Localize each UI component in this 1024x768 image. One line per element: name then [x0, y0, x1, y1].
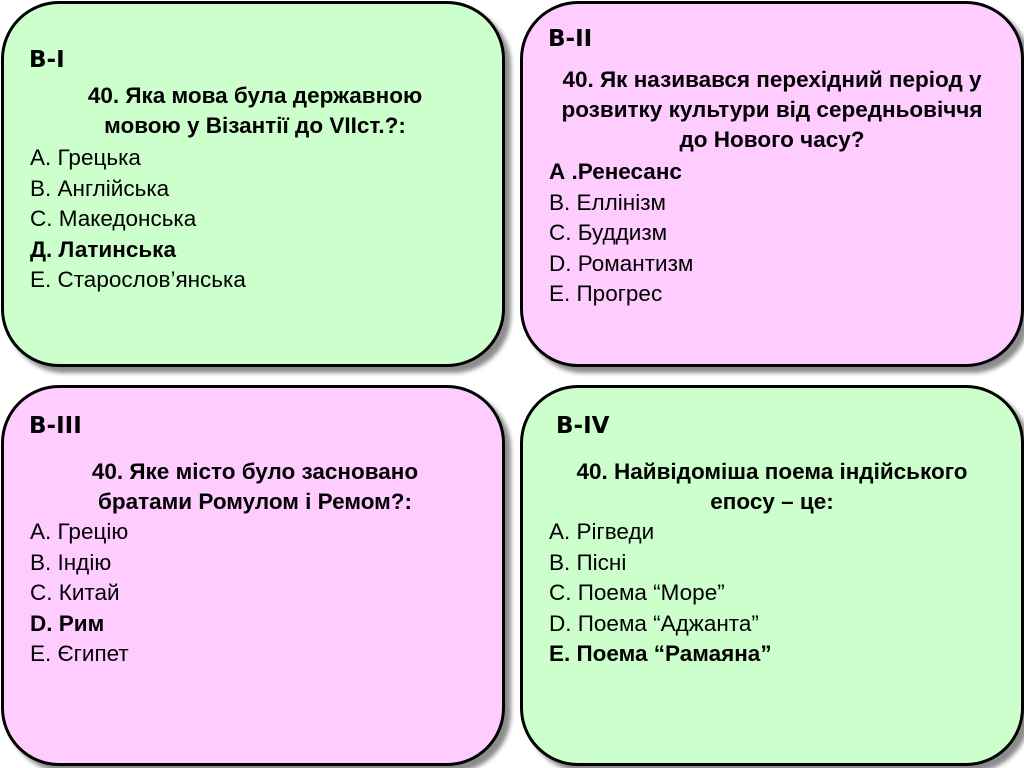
answer-option: А. Грецька — [30, 145, 141, 170]
answer-option: Е. Єгипет — [30, 641, 129, 666]
answer-option: С. Поема “Море” — [549, 580, 725, 605]
answer-options — [30, 517, 492, 670]
answer-option: С. Македонська — [30, 206, 197, 231]
variant-label: В-ІІ — [548, 26, 593, 52]
question-text: 40. Яке місто було засновано братами Ромулом і Ремом?: — [91, 459, 419, 514]
question-text: 40. Найвідоміша поема індійського епосу – це: — [576, 459, 968, 514]
answer-options — [30, 143, 492, 296]
answer-option: В. Англійська — [30, 175, 170, 201]
variant-label: В-IV — [556, 413, 610, 439]
answer-option: D. Романтизм — [549, 250, 694, 276]
variant-label: В-ІІІ — [29, 413, 82, 439]
answer-option: Е. Прогрес — [549, 281, 663, 306]
quiz-card-variant-3 — [1, 385, 505, 766]
question-text: 40. Яка мова була державною мовою у Візантії до VIIст.?: — [87, 83, 423, 138]
correct-answer-option: D. Рим — [30, 610, 105, 636]
question-text: 40. Як називався перехідний період у розвитку культури від середньовіччя до Нового часу? — [561, 67, 983, 152]
correct-answer-option: Е. Поема “Рамаяна” — [549, 641, 772, 666]
answer-option: С. Китай — [30, 580, 120, 605]
answer-option: А. Грецію — [30, 519, 129, 544]
quiz-card-variant-2 — [520, 1, 1024, 367]
correct-answer-option: Д. Латинська — [30, 236, 176, 262]
quiz-card-variant-1 — [1, 1, 505, 367]
answer-options — [549, 517, 1011, 670]
correct-answer-option: А .Ренесанс — [549, 159, 682, 184]
answer-option: С. Буддизм — [549, 220, 668, 245]
answer-option: Е. Старослов’янська — [30, 267, 246, 292]
variant-label: В-І — [29, 47, 65, 73]
answer-option: В. Індію — [30, 549, 112, 575]
quiz-card-variant-4 — [520, 385, 1024, 766]
answer-option: В. Пісні — [549, 549, 627, 575]
answer-option: А. Рігведи — [549, 519, 655, 544]
answer-option: В. Еллінізм — [549, 189, 666, 215]
answer-options — [549, 157, 1011, 310]
answer-option: D. Поема “Аджанта” — [549, 610, 759, 636]
